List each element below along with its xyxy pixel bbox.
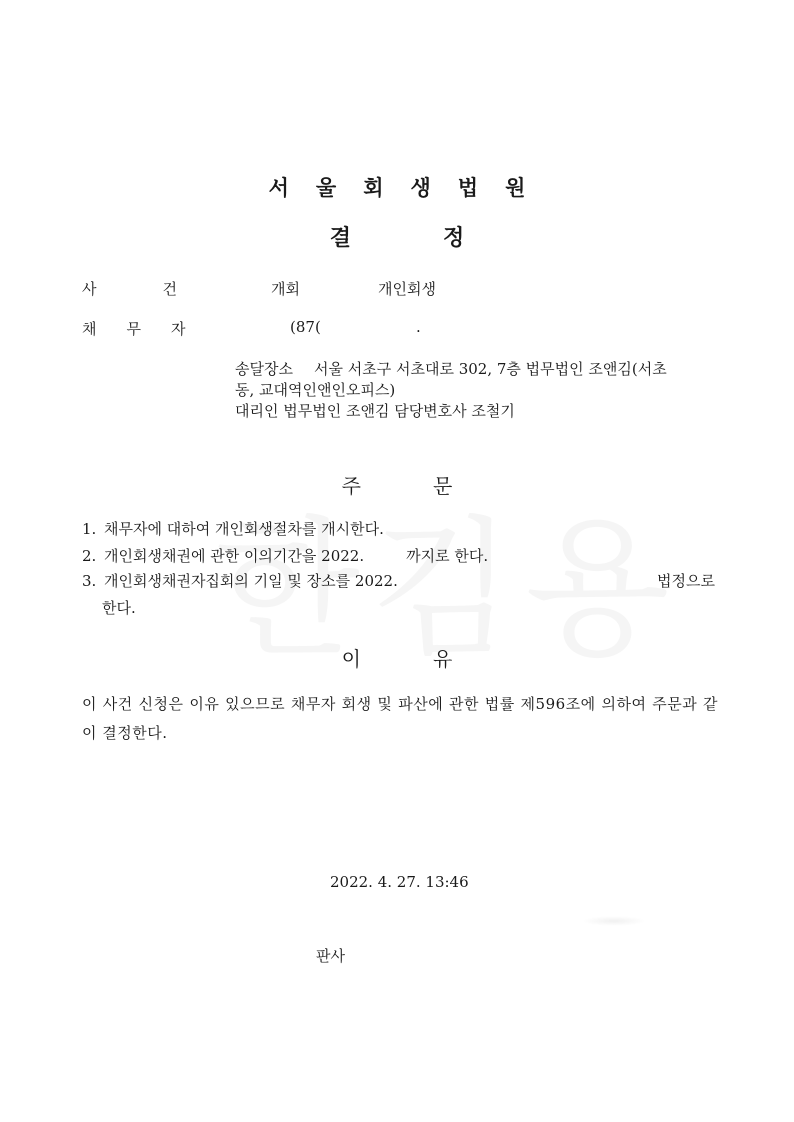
decision-date: 2022. 4. 27. 13:46 [330,873,469,891]
case-type: 개회 [271,280,300,298]
order-item-2 [82,545,722,566]
order-item-3-continuation: 한다. [102,599,136,617]
order-item-2-num: 2. [82,547,97,565]
service-address-line1: 서울 서초구 서초대로 302, 7층 법무법인 조앤김(서초 [314,360,667,378]
court-name: 서울회생법원 [268,176,553,200]
reason-text: 이 사건 신청은 이유 있으므로 채무자 회생 및 파산에 관한 법률 제596조에 의하여 주문과 같이 결정한다. [82,695,718,742]
debtor-label: 채무자 [82,320,216,338]
order-item-1 [82,518,722,539]
order-item-3 [82,570,722,591]
order-heading: 주문 [341,474,525,498]
service-address-line2: 동, 교대역인앤인오피스) [235,381,396,399]
order-item-3-num: 3. [82,572,97,590]
document-title: 결정 [329,226,557,251]
case-label: 사건 [82,280,243,298]
order-item-3-text-after: 법정으로 [657,572,715,590]
order-item-2-text-before: 개인회생채권에 관한 이의기간을 2022. [104,547,365,565]
order-item-3-text-before: 개인회생채권자집회의 기일 및 장소를 2022. [104,572,398,590]
order-item-1-num: 1. [82,520,97,538]
case-name: 개인회생 [378,280,436,298]
order-item-1-text: 채무자에 대하여 개인회생절차를 개시한다. [104,520,384,538]
order-item-2-text-after: 까지로 한다. [406,547,489,565]
agent-line: 대리인 법무법인 조앤김 담당변호사 조철기 [235,402,515,420]
debtor-id: (87( [290,318,321,336]
judge-label: 판사 [316,947,345,965]
debtor-trailing-mark: . [416,318,421,336]
service-address-label: 송달장소 [235,360,293,378]
scan-smudge [582,916,646,926]
reason-heading: 이유 [341,647,525,671]
